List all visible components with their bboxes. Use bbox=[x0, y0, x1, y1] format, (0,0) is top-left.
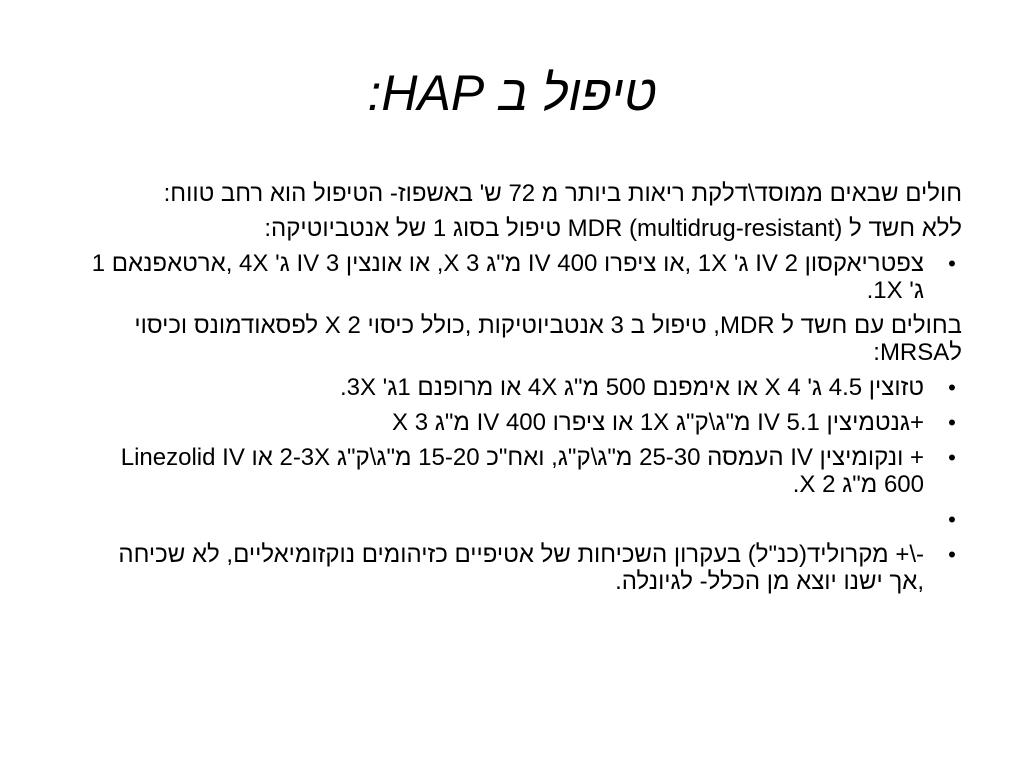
bullet-text: +גנטמיצין IV 5.1 מ"ג\ק"ג 1X או ציפרו IV 400 מ"ג 3 X bbox=[392, 409, 924, 436]
bullet-text: + ונקומיצין IV העמסה 25-30 מ"ג\ק"ג, ואח"כ 15-20 מ"ג\ק"ג 2-3X או Linezolid IV 600 מ"ג 2 X. bbox=[120, 444, 924, 498]
bullet-text: צפטריאקסון IV 2 ג' 1X ,או ציפרו IV 400 מ"ג 3 X, או אונצין IV 3 ג' 4X ,ארטאפנאם 1 ג' 1X. bbox=[91, 250, 924, 304]
bullet-dot-icon: • bbox=[948, 375, 956, 400]
bullet-dot-icon: • bbox=[948, 410, 956, 435]
bullet-item bbox=[78, 250, 962, 304]
paragraph-no-mdr: ללא חשד ל MDR (multidrug-resistant) טיפול בסוג 1 של אנטביוטיקה: bbox=[264, 215, 962, 242]
bullet-dot-icon: • bbox=[948, 445, 956, 470]
bullet-dot-icon: • bbox=[948, 507, 956, 532]
bullet-dot-icon: • bbox=[948, 542, 956, 567]
paragraph-intro: חולים שבאים ממוסד\דלקת ריאות ביותר מ 72 ש' באשפוז- הטיפול הוא רחב טווח: bbox=[163, 180, 962, 207]
bullet-item bbox=[78, 444, 962, 498]
bullet-item bbox=[78, 541, 962, 595]
bullet-item-empty bbox=[78, 506, 962, 533]
slide-title: טיפול ב HAP: bbox=[367, 65, 657, 121]
bullet-text: טזוצין 4.5 ג' 4 X או אימפנם 500 מ"ג 4X או מרופנם 1ג' 3X. bbox=[339, 374, 924, 401]
slide-content bbox=[78, 180, 962, 603]
paragraph-mdr: בחולים עם חשד ל MDR, טיפול ב 3 אנטביוטיקות ,כולל כיסוי 2 X לפסאודמונס וכיסוי לMRSA: bbox=[134, 312, 962, 366]
bullet-dot-icon: • bbox=[948, 251, 956, 276]
bullet-item bbox=[78, 409, 962, 436]
bullet-text: -\+ מקרוליד(כנ"ל) בעקרון השכיחות של אטיפיים כזיהומים נוקזומיאליים, לא שכיחה ,אך ישנו יוצא מן הכלל- לגיונלה. bbox=[118, 541, 924, 595]
bullet-item bbox=[78, 374, 962, 401]
